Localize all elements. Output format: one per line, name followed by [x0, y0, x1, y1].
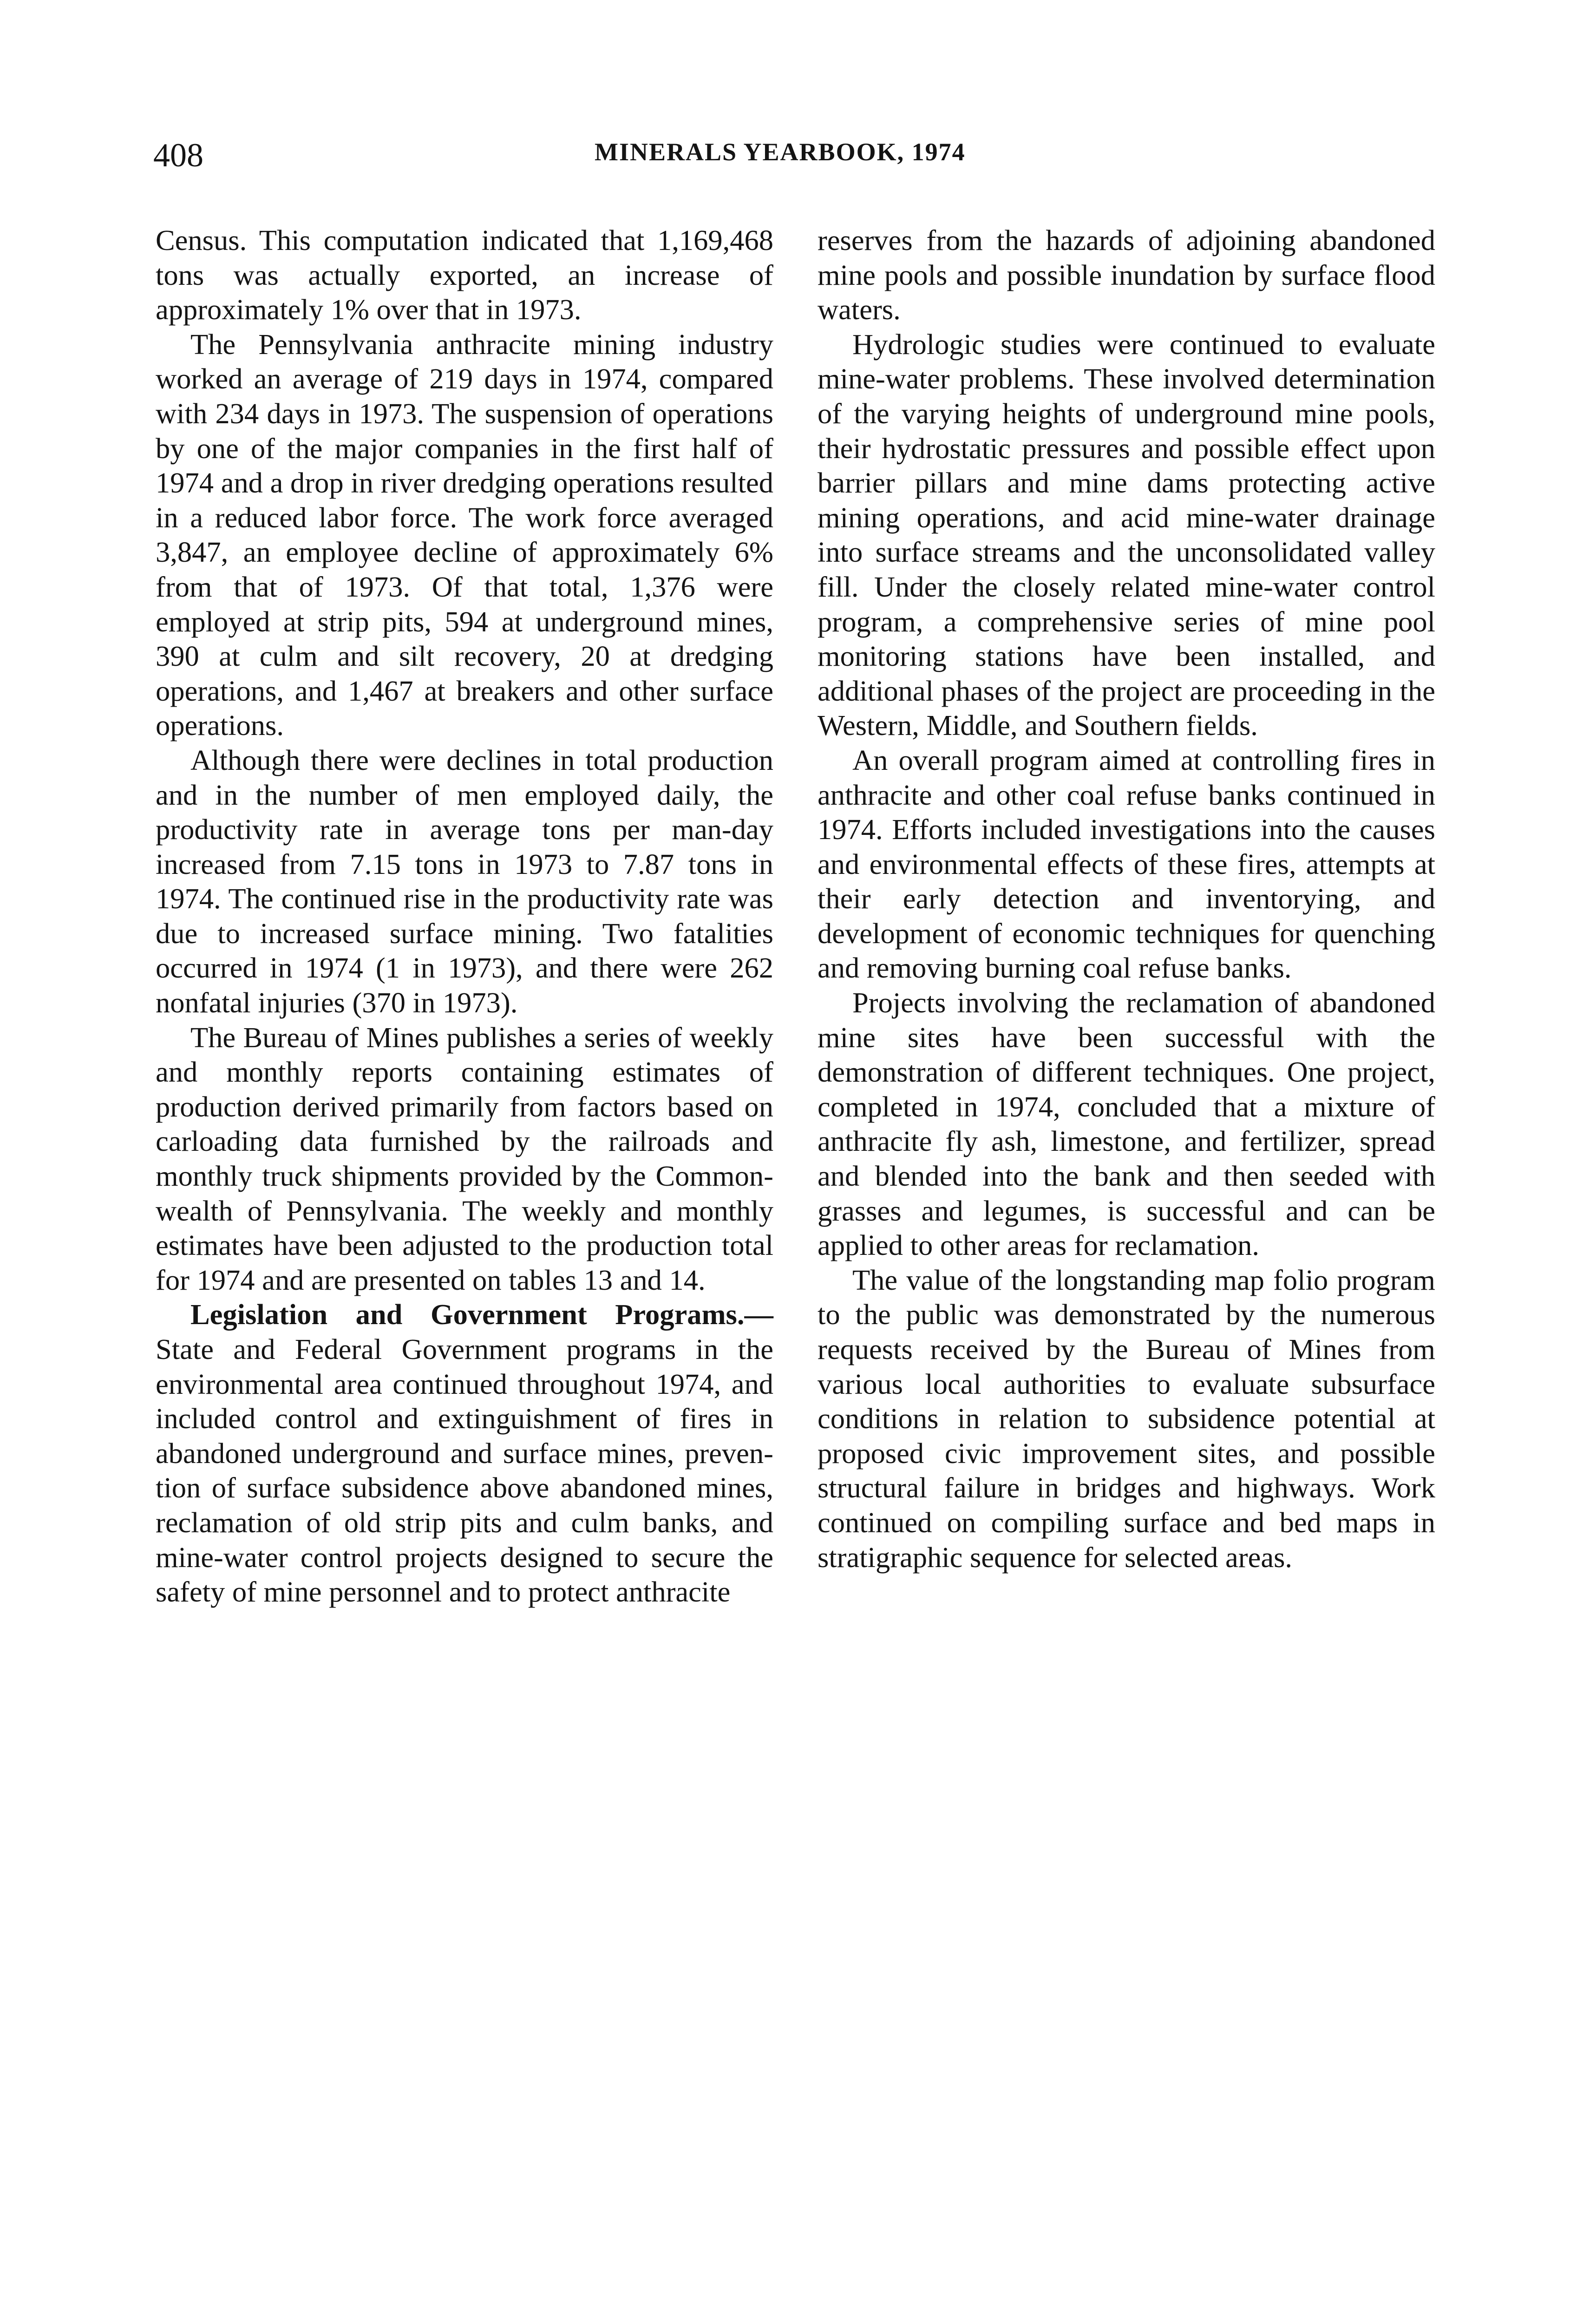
- left-column: [156, 223, 773, 1609]
- page-number: 408: [153, 137, 203, 174]
- section-heading: Legislation and Government Programs.—: [190, 1298, 773, 1331]
- paragraph: Hydrologic studies were continued to evaluate mine-water problems. These involved determination of the varying heights of underground mine pools, their hydrostatic pressures and possible effect upon barrier pillars and mine dams protecting active mining operations, and acid mine-water drainage into surface streams and the unconsolidated valley fill. Under the closely related mine-water control program, a comprehensive series of mine pool monitoring stations have been installed, and additional phases of the project are proceeding in the Western, Middle, and Southern fields.: [818, 328, 1435, 742]
- paragraph: The Pennsylvania anthracite mining industry worked an average of 219 days in 1974, compared with 234 days in 1973. The suspension of operations by one of the major companies in the first half of 1974 and a drop in river dredging operations resulted in a reduced labor force. The work force averaged 3,847, an employee decline of approximately 6% from that of 1973. Of that total, 1,376 were employed at strip pits, 594 at underground mines, 390 at culm and silt recovery, 20 at dredging operations, and 1,467 at breakers and other surface operations.: [156, 328, 773, 742]
- paragraph-text: State and Federal Government programs in the environmental area continued throughout 1974, and included control and extinguishment of fires in abandoned underground and surface mines, prevention of surface subsidence above abandoned mines, reclamation of old strip pits and culm banks, and mine-water control projects designed to secure the safety of mine personnel and to protect anthracite: [156, 1333, 773, 1608]
- running-title: MINERALS YEARBOOK, 1974: [595, 138, 966, 166]
- paragraph-legislation: [156, 1297, 773, 1609]
- paragraph: reserves from the hazards of adjoining abandoned mine pools and possible inundation by surface flood waters.: [818, 224, 1435, 326]
- right-column: [818, 223, 1435, 1575]
- paragraph: Projects involving the reclamation of abandoned mine sites have been successful with the demonstration of different techniques. One project, completed in 1974, concluded that a mixture of anthracite fly ash, limestone, and fertilizer, spread and blended into the bank and then seeded with grasses and legumes, is successful and can be applied to other areas for reclamation.: [818, 986, 1435, 1262]
- paragraph: The value of the longstanding map folio program to the public was demonstrated by the numerous requests received by the Bureau of Mines from various local authorities to evaluate subsurface conditions in relation to subsidence potential at proposed civic improvement sites, and possible structural failure in bridges and highways. Work continued on compiling surface and bed maps in stratigraphic sequence for selected areas.: [818, 1263, 1435, 1574]
- paragraph: Although there were declines in total production and in the number of men employed daily, the productivity rate in average tons per man-day increased from 7.15 tons in 1973 to 7.87 tons in 1974. The continued rise in the productivity rate was due to increased surface mining. Two fatalities occurred in 1974 (1 in 1973), and there were 262 nonfatal injuries (370 in 1973).: [156, 743, 773, 1019]
- paragraph: The Bureau of Mines publishes a series of weekly and monthly reports containing estimates of production derived primarily from factors based on carloading data furnished by the railroads and monthly truck shipments provided by the Commonwealth of Pennsylvania. The weekly and monthly estimates have been adjusted to the production total for 1974 and are presented on tables 13 and 14.: [156, 1021, 773, 1296]
- paragraph: Census. This computation indicated that 1,169,468 tons was actually exported, an increase of approximately 1% over that in 1973.: [156, 224, 773, 326]
- paragraph: An overall program aimed at controlling fires in anthracite and other coal refuse banks continued in 1974. Efforts included investigations into the causes and environmental effects of these fires, attempts at their early detection and inventorying, and development of economic techniques for quenching and removing burning coal refuse banks.: [818, 743, 1435, 984]
